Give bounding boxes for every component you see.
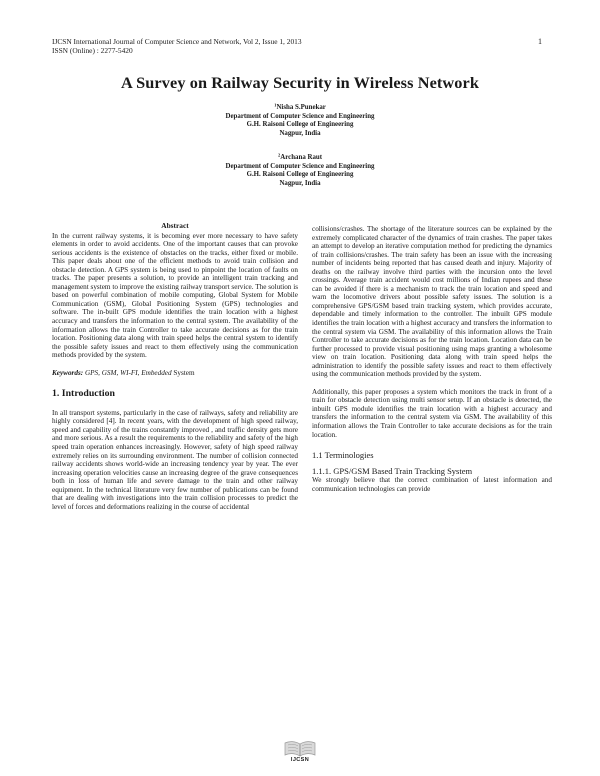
paper-title: A Survey on Railway Security in Wireless Network: [120, 73, 479, 92]
subsubsection-heading-gps-gsm: 1.1.1. GPS/GSM Based Train Tracking System: [312, 465, 473, 476]
intro-paragraph: In all transport systems, particularly in the case of railways, safety and reliability are highly considered [4]. In recent years, with the development of high speed railway, speed and capability of the trains constantly improved , and traffic density gets more and more serious. As a result the requirements to the reliability and safety of the high speed train operation enhances increasingly. However, safety of high speed railway extremely relies on its surrounding environment. The number of collision connected railway accidents shows world-wide an increasing tendency year by year. The ever increasing operation velocities cause an increasing degree of the grave consequences both in loss of human life and severe damage to the train and other railway equipment. In the technical literature very few number of publications can be found that are dealing with investigations into the train collision processes to predict the level of forces and deformations realizing in the course of accidental: [52, 408, 298, 511]
open-book-icon: [282, 740, 318, 758]
left-column: [52, 222, 298, 511]
keywords-tail: System: [171, 368, 195, 377]
author-city: Nagpur, India: [279, 129, 321, 137]
terminologies-text: We strongly believe that the correct combination of latest information and communication technologies can provide: [312, 476, 552, 493]
author-name: $^1$Nisha S.Punekar: [274, 102, 326, 111]
abstract-heading: Abstract: [161, 221, 189, 230]
keywords-label: Keywords:: [52, 368, 84, 377]
intro-paragraph-2: Additionally, this paper proposes a system which monitors the track in front of a train for obstacle detection using multi sensor setup. If an obstacle is detected, the inbuilt GPS module identifies the train location with a highest accuracy and transfers the information to the central system via GSM. The availability of this information allows the Train Controller to take accurate decisions as for the train location.: [312, 387, 552, 439]
journal-logo: [275, 740, 325, 763]
author-college: G.H. Raisoni College of Engineering: [246, 171, 354, 179]
logo-text: IJCSN: [290, 757, 310, 763]
author-college: G.H. Raisoni College of Engineering: [246, 121, 354, 129]
issn-line: ISSN (Online) : 2277-5420: [52, 46, 133, 55]
author-name: $^2$Archana Raut: [277, 152, 323, 161]
keywords-list: GPS, GSM, WI-FI, Embedded: [83, 368, 172, 377]
keywords: [52, 369, 298, 378]
author-block-1: [0, 104, 600, 138]
journal-header: IJCSN International Journal of Computer Science and Network, Vol 2, Issue 1, 2013: [52, 37, 302, 46]
intro-paragraph-continued: collisions/crashes. The shortage of the literature sources can be explained by the extremely complicated character of the dynamics of train crashes. The paper takes an attempt to develop an iterative computation method for predicting the dynamics of train collisions/crashes. The train safety has been an issue with the increasing number of incidents being reported that has caused death and injury. Majority of deaths on the railway involve third parties with the incursion onto the level crossings. Average train accident would cost millions of Indian rupees and these can be avoided if there is a mechanism to track the train location and speed and warn the locomotive drivers about possible safety issues. The solution is a comprehensive GPS/GSM based train tracking system, which provides accurate, dependable and timely information to the controller. The inbuilt GPS module identifies the train location with a highest accuracy and transfers the information to the central system via GSM. The availability of this information allows the Train Controller to take accurate decisions as for the train location. Location data can be further processed to provide visual positioning using maps granting a wholesome view on train location. Positioning data along with train speed helps the administration to identify the possible safety issues and react to them effectively using the communication methods provided by the system.: [312, 225, 552, 379]
author-department: Department of Computer Science and Engineering: [225, 162, 375, 170]
subsection-heading-terminologies: 1.1 Terminologies: [312, 450, 374, 461]
abstract-text: In the current railway systems, it is becoming ever more necessary to have safety elements in order to avoid accidents. One of the important causes that can provoke serious accidents is the existence of obstacles on the tracks, either fixed or mobile. This paper deals about one of the efficient methods to avoid train collision and obstacle detection. A GPS system is being used to pinpoint the location of faults on tracks. The paper presents a solution, to provide an intelligent train tracking and management system to improve the existing railway transport service. The solution is based on powerful combination of mobile computing, Global System for Mobile Communication (GSM), Global Positioning System (GPS) technologies and software. The in-built GPS module identifies the train location with a highest accuracy and transfers the information to the central system. The availability of the information allows the train Controller to take accurate decisions as for the train location. Positioning data along with train speed helps the central system to identify the possible safety issues and react to them effectively using the communication methods provided by the system.: [52, 231, 298, 360]
author-department: Department of Computer Science and Engineering: [225, 112, 375, 120]
author-block-2: [0, 154, 600, 188]
section-heading-introduction: 1. Introduction: [52, 388, 115, 400]
page-number: 1: [538, 37, 542, 46]
right-column: [312, 225, 552, 493]
author-city: Nagpur, India: [279, 179, 321, 187]
